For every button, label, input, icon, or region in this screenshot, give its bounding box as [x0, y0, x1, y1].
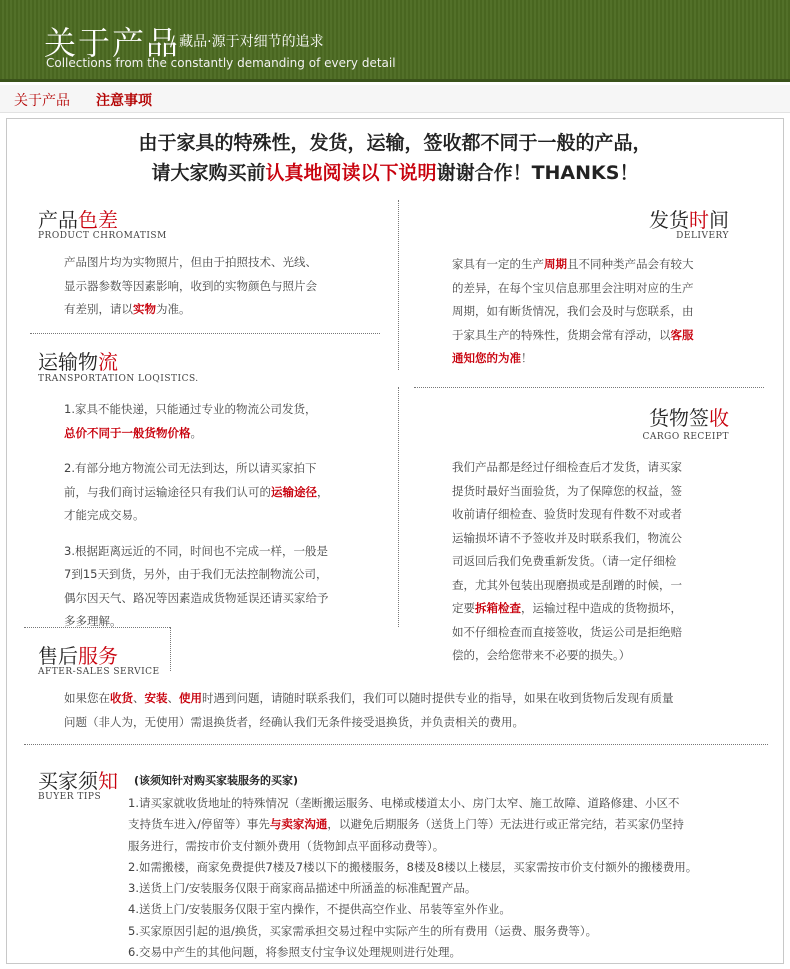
- list-item: 5.买家原因引起的退/换货，买家需承担交易过程中实际产生的所有费用（运费、服务费等）。: [128, 923, 598, 938]
- header-banner: [0, 0, 790, 82]
- divider: [398, 200, 399, 370]
- delivery-english: DELIVERY: [676, 231, 729, 241]
- cargo-english: CARGO RECEIPT: [642, 432, 729, 442]
- buyer-tips-list: [128, 793, 784, 963]
- intro-line-1: 由于家具的特殊性，发货，运输，签收都不同于一般的产品，: [138, 132, 652, 154]
- breadcrumb: [0, 85, 790, 113]
- list-item: 服务进行，需按市价支付额外费用（货物卸点平面移动费等）。: [128, 838, 445, 853]
- banner-title: 关于产品: [44, 24, 181, 62]
- divider: [24, 627, 170, 628]
- list-item: 3.送货上门/安装服务仅限于商家商品描述中所涵盖的标准配置产品。: [128, 881, 477, 896]
- list-item: 2.如需搬楼，商家免费提供7楼及7楼以下的搬楼服务，8楼及8楼以上楼层，买家需按市价支付额外的搬楼费用。: [128, 859, 698, 874]
- transport-text: 1.家具不能快递，只能通过专业的物流公司发货， 总价不同于一般货物价格。 2.有部分地方物流公司无法到达，所以请买家拍下 前，与我们商讨运输途径只有我们认可的运输途径， 才能完成交易。 3.根据距离远近的不同，时间也不完成一样，一般是 7到15天到货，另外，由于我们无法控制物流公司， 偶尔因天气、路况等因素造成货物延误还请买家给予 多多理解。: [64, 402, 329, 628]
- cargo-text: 我们产品都是经过仔细检查后才发货，请买家 提货时最好当面验货，为了保障您的权益，签 收前请仔细检查、验货时发现有件数不对或者 运输损坏请不予签收并及时联系我们，物流公 司返回后我们免费重新发货。（请一定仔细检 查，尤其外包装出现磨损或是刮蹭的时候，一 定要拆箱检查，运输过程中造成的货物损坏， 如不仔细检查而直接签收，货运公司是拒绝赔 偿的，会给您带来不必要的损失。）: [452, 460, 682, 662]
- aftersales-text: 如果您在收货、安装、使用时遇到问题，请随时联系我们，我们可以随时提供专业的指导，如果在收到货物后发现有质量 问题（非人为，无使用）需退换货者，经确认我们无条件接受退换货，并负责相关的费用。: [64, 691, 674, 729]
- cargo-title: 货物签收: [649, 406, 729, 430]
- chromatism-english: PRODUCT CHROMATISM: [38, 231, 167, 241]
- buyer-title: 买家须知: [38, 769, 118, 793]
- divider: [30, 333, 380, 334]
- divider: [414, 387, 764, 388]
- chromatism-title: 产品色差: [38, 208, 118, 232]
- buyer-english: BUYER TIPS: [38, 792, 102, 802]
- delivery-text: 家具有一定的生产周期且不同种类产品会有较大 的差异，在每个宝贝信息那里会注明对应的生产 周期，如有断货情况，我们会及时与您联系，由 于家具生产的特殊性，货期会常有浮动，以客服 通知您的为准！: [452, 257, 694, 365]
- list-item: 1.请买家就收货地址的特殊情况（垄断搬运服务、电梯或楼道太小、房门太窄、施工故障、道路修建、小区不: [128, 796, 680, 810]
- divider: [24, 744, 768, 745]
- intro-line-2: 请大家购买前认真地阅读以下说明谢谢合作！THANKS！: [151, 162, 639, 184]
- aftersales-english: AFTER-SALES SERVICE: [38, 667, 160, 677]
- breadcrumb-current: 注意事项: [96, 93, 152, 109]
- list-item: 4.送货上门/安装服务仅限于室内操作，不提供高空作业、吊装等室外作业。: [128, 902, 511, 917]
- list-item: 6.交易中产生的其他问题，将参照支付宝争议处理规则进行处理。: [128, 945, 461, 960]
- list-item: 支持货车进入/停留等）事先与卖家沟通，以避免后期服务（送货上门等）无法进行或正常完结，若买家仍坚持: [128, 817, 684, 832]
- divider: [398, 387, 399, 627]
- banner-subtitle: / 藏品·源于对细节的追求: [170, 34, 324, 50]
- transport-title: 运输物流: [38, 350, 118, 374]
- transport-english: TRANSPORTATION LOQISTICS.: [38, 374, 199, 384]
- divider: [170, 627, 171, 671]
- delivery-title: 发货时间: [649, 208, 729, 232]
- aftersales-title: 售后服务: [38, 644, 118, 668]
- chromatism-text: 产品图片均为实物照片，但由于拍照技术、光线、 显示器参数等因素影响，收到的实物颜色与照片会 有差别，请以实物为准。: [64, 255, 317, 316]
- buyer-note: (该须知针对购买家装服务的买家): [134, 774, 299, 787]
- breadcrumb-first[interactable]: 关于产品: [14, 93, 70, 109]
- banner-english: Collections from the constantly demanding of every detail: [46, 56, 396, 70]
